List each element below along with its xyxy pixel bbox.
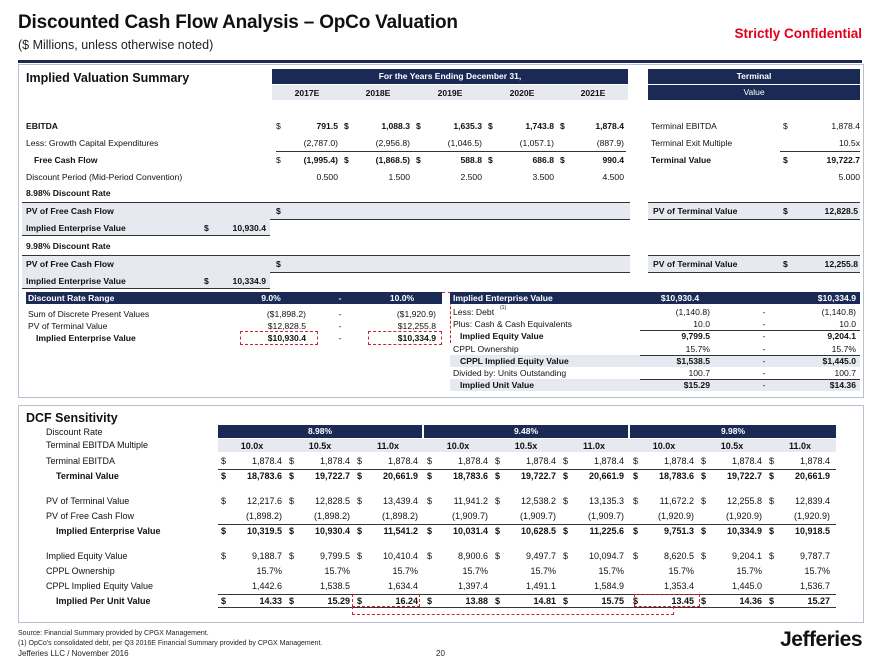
sens-row-0-dollar-4: $ (495, 456, 501, 466)
sens-row-5-cell-8: 9,787.7 (799, 551, 830, 561)
equity-row-1-low: 10.0 (693, 319, 710, 330)
sens-row-8-dollar-8: $ (769, 596, 775, 606)
period-value-2: 2.500 (460, 172, 482, 182)
sens-row-4-dollar-0: $ (221, 526, 227, 536)
sens-row-0-cell-2: 1,878.4 (387, 456, 418, 466)
sens-row-8-dollar-3: $ (427, 596, 433, 606)
sens-row-1-dollar-3: $ (427, 471, 433, 481)
sens-row-2-dollar-5: $ (563, 496, 569, 506)
sens-row-6-cell-2: 15.7% (392, 566, 418, 576)
sens-row-4-dollar-5: $ (563, 526, 569, 536)
equity-row-0-sup: (1) (500, 305, 507, 311)
jefferies-logo: Jefferies (780, 628, 862, 651)
sens-row-1-rule (218, 469, 836, 470)
sens-row-5-label: Implied Equity Value (46, 551, 128, 561)
sens-row-3-cell-5: (1,909.7) (587, 511, 624, 521)
sens-row-3-cell-2: (1,898.2) (381, 511, 418, 521)
sens-row-3-cell-8: (1,920.9) (793, 511, 830, 521)
fcf-rule (276, 151, 626, 152)
sens-row-6-cell-6: 15.7% (668, 566, 694, 576)
sens-row-6-cell-7: 15.7% (736, 566, 762, 576)
sens-row-0-cell-3: 1,878.4 (457, 456, 488, 466)
sens-row-0-dollar-8: $ (769, 456, 775, 466)
sens-row-2-cell-1: 12,828.5 (314, 496, 350, 506)
sens-row-6-cell-0: 15.7% (256, 566, 282, 576)
rate1-ev-value: 10,930.4 (232, 223, 266, 233)
sens-row-0-dollar-6: $ (633, 456, 639, 466)
sens-row-0-dollar-0: $ (221, 456, 227, 466)
sens-row-4-dollar-2: $ (357, 526, 363, 536)
sens-row-8-cell-0: 14.33 (259, 596, 282, 606)
sens-row-4-cell-1: 10,930.4 (314, 526, 350, 536)
sens-row-5-cell-4: 9,497.7 (525, 551, 556, 561)
sens-row-5-cell-1: 9,799.5 (319, 551, 350, 561)
rate2-tv-value: 12,255.8 (824, 259, 858, 269)
sens-row-2-dollar-8: $ (769, 496, 775, 506)
sens-row-8-dollar-1: $ (289, 596, 295, 606)
sens-row-3-cell-0: (1,898.2) (245, 511, 282, 521)
sens-row-5-dollar-5: $ (563, 551, 569, 561)
equity-row-1-dash: - (762, 319, 766, 330)
equity-row-5-dash: - (762, 368, 766, 378)
range-highlight-high (368, 331, 442, 345)
equity-row-4-dash: - (762, 355, 766, 366)
sens-row-7-cell-7: 1,445.0 (731, 581, 762, 591)
sens-rate-band-2: 9.98% (630, 425, 836, 438)
range-row-1-low: $12,828.5 (267, 321, 306, 331)
sens-multiple-4: 10.5x (514, 441, 538, 451)
fcf-dollar-3: $ (488, 155, 493, 165)
fcf-label: Free Cash Flow (34, 155, 98, 165)
sens-row-1-cell-1: 19,722.7 (314, 471, 350, 481)
sens-row-4-dollar-3: $ (427, 526, 433, 536)
ebitda-value-0: 791.5 (316, 121, 338, 131)
range-row-2-low: $10,930.4 (267, 333, 306, 343)
terminal-value-label: Terminal Value (651, 155, 712, 165)
sens-row-8-cell-3: 13.88 (465, 596, 488, 606)
equity-row-3-high: 15.7% (831, 343, 856, 354)
equity-row-5-high: 100.7 (834, 368, 856, 378)
sens-row-7-cell-6: 1,353.4 (663, 581, 694, 591)
sens-row-2-cell-2: 13,439.4 (382, 496, 418, 506)
sens-row-7-cell-2: 1,634.4 (387, 581, 418, 591)
sens-multiple-1: 10.5x (308, 441, 332, 451)
equity-row-2-label: Implied Equity Value (460, 331, 544, 342)
equity-row-4-high: $1,445.0 (822, 355, 856, 366)
ebitda-dollar-4: $ (560, 121, 565, 131)
sens-row-1-dollar-1: $ (289, 471, 295, 481)
range-header-dash: - (338, 293, 342, 303)
sens-row-1-cell-8: 20,661.9 (794, 471, 830, 481)
sens-row-3-cell-1: (1,898.2) (313, 511, 350, 521)
sens-row-2-cell-6: 11,672.2 (659, 496, 694, 506)
sens-row-8-label: Implied Per Unit Value (56, 596, 151, 606)
sens-row-6-cell-8: 15.7% (804, 566, 830, 576)
sens-row-1-dollar-6: $ (633, 471, 639, 481)
sens-row-0-cell-8: 1,878.4 (799, 456, 830, 466)
year-col-3: 2020E (509, 88, 535, 98)
sens-row-0-label: Terminal EBITDA (46, 456, 116, 466)
sens-row-5-dollar-3: $ (427, 551, 433, 561)
years-header-band: For the Years Ending December 31, (272, 69, 628, 84)
sens-row-4-dollar-6: $ (633, 526, 639, 536)
period-value-0: 0.500 (316, 172, 338, 182)
sens-row-0-dollar-3: $ (427, 456, 433, 466)
ebitda-dollar-1: $ (344, 121, 349, 131)
sens-row-7-cell-4: 1,491.1 (525, 581, 556, 591)
sens-row-6-cell-4: 15.7% (530, 566, 556, 576)
sens-row-1-cell-0: 18,783.6 (246, 471, 282, 481)
sens-row-7-cell-5: 1,584.9 (593, 581, 624, 591)
sens-row-0-dollar-5: $ (563, 456, 569, 466)
equity-row-2-dash: - (762, 331, 766, 342)
range-highlight-low (240, 331, 318, 345)
sens-row-0-cell-5: 1,878.4 (593, 456, 624, 466)
sens-row-5-dollar-8: $ (769, 551, 775, 561)
sens-multiple-6: 10.0x (652, 441, 676, 451)
capex-value-0: (2,787.0) (303, 138, 338, 148)
sens-row-5-cell-0: 9,188.7 (251, 551, 282, 561)
sens-row-4-cell-4: 10,628.5 (520, 526, 556, 536)
rate2-ev-label: Implied Enterprise Value (26, 276, 126, 286)
sens-row-0-cell-1: 1,878.4 (319, 456, 350, 466)
terminal-header-band: Terminal (648, 69, 860, 84)
sens-row-3-label: PV of Free Cash Flow (46, 511, 135, 521)
sens-row-4-label: Implied Enterprise Value (56, 526, 161, 536)
rate1-tv-value: 12,828.5 (824, 206, 858, 216)
sens-row-8-cell-6: 13.45 (671, 596, 694, 606)
sens-row-4-dollar-8: $ (769, 526, 775, 536)
ebitda-value-1: 1,088.3 (381, 121, 410, 131)
sens-row-0-cell-0: 1,878.4 (251, 456, 282, 466)
footer-firm: Jefferies LLC / November 2016 (18, 649, 129, 658)
sens-highlight-2 (634, 594, 700, 607)
range-row-0-high: ($1,920.9) (396, 309, 436, 319)
sens-row-4-cell-8: 10,918.5 (794, 526, 830, 536)
terminal-ebitda-dollar: $ (783, 121, 788, 131)
sens-row-2-cell-3: 11,941.2 (453, 496, 488, 506)
equity-row-2-high: 9,204.1 (827, 331, 856, 342)
sens-row-3-cell-3: (1,909.7) (451, 511, 488, 521)
sens-row-7-label: CPPL Implied Equity Value (46, 581, 154, 591)
sens-row-4-cell-3: 10,031.4 (452, 526, 488, 536)
page-number: 20 (436, 649, 445, 658)
sens-row-2-label: PV of Terminal Value (46, 496, 130, 506)
equity-row-4-low: $1,538.5 (676, 355, 710, 366)
rate2-ev-dollar: $ (204, 276, 209, 286)
sens-row-2-dollar-1: $ (289, 496, 295, 506)
terminal-rule (780, 151, 860, 152)
terminal-period-value: 5.000 (838, 172, 860, 182)
sens-row-6-cell-1: 15.7% (324, 566, 350, 576)
terminal-value-value: 19,722.7 (826, 155, 860, 165)
terminal-multiple-label: Terminal Exit Multiple (651, 138, 733, 148)
ebitda-value-2: 1,635.3 (453, 121, 482, 131)
capex-value-1: (2,956.8) (375, 138, 410, 148)
rate1-ev-label: Implied Enterprise Value (26, 223, 126, 233)
sens-multiple-0: 10.0x (240, 441, 264, 451)
confidential-label: Strictly Confidential (734, 26, 862, 41)
sens-multiple-3: 10.0x (446, 441, 470, 451)
ebitda-dollar: $ (276, 121, 281, 131)
sens-row-4-dollar-7: $ (701, 526, 707, 536)
period-value-1: 1.500 (388, 172, 410, 182)
sens-row-5-dollar-0: $ (221, 551, 227, 561)
sens-row-5-dollar-6: $ (633, 551, 639, 561)
sens-row-6-cell-5: 15.7% (598, 566, 624, 576)
fcf-dollar: $ (276, 155, 281, 165)
equity-header-low: $10,930.4 (660, 293, 700, 303)
sens-row-3-cell-7: (1,920.9) (725, 511, 762, 521)
sens-row-5-cell-7: 9,204.1 (731, 551, 762, 561)
rate1-tv-label: PV of Terminal Value (653, 206, 738, 216)
range-row-2-label: Implied Enterprise Value (36, 333, 136, 343)
sens-row-8-rule (218, 594, 836, 595)
sens-row-5-dollar-2: $ (357, 551, 363, 561)
sens-row-8-cell-7: 14.36 (739, 596, 762, 606)
sens-row-3-cell-6: (1,920.9) (657, 511, 694, 521)
sens-row-4-rule (218, 524, 836, 525)
sens-rate-band-1: 9.48% (424, 425, 628, 438)
equity-row-6-dash: - (762, 380, 766, 391)
valuation-summary-title: Implied Valuation Summary (26, 71, 190, 85)
sens-row-0-cell-7: 1,878.4 (731, 456, 762, 466)
equity-header-label: Implied Enterprise Value (453, 293, 553, 303)
fcf-value-4: 990.4 (602, 155, 624, 165)
footer-source: Source: Financial Summary provided by CPGX Management. (18, 630, 209, 637)
period-label: Discount Period (Mid-Period Convention) (26, 172, 183, 182)
range-row-0-low: ($1,898.2) (266, 309, 306, 319)
fcf-value-2: 588.8 (460, 155, 482, 165)
fcf-value-3: 686.8 (532, 155, 554, 165)
sens-row-6-cell-3: 15.7% (462, 566, 488, 576)
sens-row-8-cell-1: 15.29 (327, 596, 350, 606)
sens-row-2-dollar-0: $ (221, 496, 227, 506)
year-col-4: 2021E (580, 88, 606, 98)
sens-row-1-cell-2: 20,661.9 (382, 471, 418, 481)
equity-row-6-low: $15.29 (683, 380, 710, 391)
sens-row-0-cell-6: 1,878.4 (663, 456, 694, 466)
rate1-label: 8.98% Discount Rate (26, 188, 111, 198)
rate1-ev-dollar: $ (204, 223, 209, 233)
sens-row-1-dollar-7: $ (701, 471, 707, 481)
sens-label-multiple: Terminal EBITDA Multiple (46, 440, 149, 450)
sens-row-0-cell-4: 1,878.4 (525, 456, 556, 466)
sens-row-4-dollar-1: $ (289, 526, 295, 536)
range-row-1-dash: - (338, 321, 342, 331)
page-title: Discounted Cash Flow Analysis – OpCo Valuation (18, 12, 458, 33)
sens-row-2-cell-5: 13,135.3 (588, 496, 624, 506)
equity-header-high: $10,334.9 (817, 293, 856, 303)
ebitda-label: EBITDA (26, 121, 58, 131)
fcf-dollar-4: $ (560, 155, 565, 165)
sens-row-2-cell-0: 12,217.6 (246, 496, 282, 506)
sens-row-2-cell-8: 12,839.4 (794, 496, 830, 506)
sens-multiple-7: 10.5x (720, 441, 744, 451)
equity-row-1-label: Plus: Cash & Cash Equivalents (453, 319, 572, 330)
sens-row-3-cell-4: (1,909.7) (519, 511, 556, 521)
rate2-pv-label: PV of Free Cash Flow (26, 259, 114, 269)
ebitda-value-4: 1,878.4 (595, 121, 624, 131)
sens-label-rate: Discount Rate (46, 427, 103, 437)
sens-row-8-cell-2: 16.24 (395, 596, 418, 606)
rate1-pv-label: PV of Free Cash Flow (26, 206, 114, 216)
ebitda-value-3: 1,743.8 (525, 121, 554, 131)
equity-row-6-high: $14.36 (829, 380, 856, 391)
range-row-0-dash: - (338, 309, 342, 319)
capex-value-4: (887.9) (596, 138, 624, 148)
sens-row-0-dollar-1: $ (289, 456, 295, 466)
sens-row-1-cell-3: 18,783.6 (452, 471, 488, 481)
rate2-pv-dollar: $ (276, 259, 281, 269)
fcf-value-1: (1,868.5) (375, 155, 410, 165)
equity-row-3-dash: - (762, 343, 766, 354)
equity-row-5-label: Divided by: Units Outstanding (453, 368, 567, 378)
sens-row-1-cell-6: 18,783.6 (658, 471, 694, 481)
sens-row-1-label: Terminal Value (56, 471, 119, 481)
period-value-3: 3.500 (532, 172, 554, 182)
equity-row-3-label: CPPL Ownership (453, 343, 519, 354)
sens-highlight-connector (352, 606, 674, 615)
sens-row-5-dollar-4: $ (495, 551, 501, 561)
period-value-4: 4.500 (602, 172, 624, 182)
sens-row-5-cell-2: 10,410.4 (382, 551, 418, 561)
sens-multiple-5: 11.0x (582, 441, 606, 451)
sens-row-2-dollar-6: $ (633, 496, 639, 506)
sens-row-0-dollar-2: $ (357, 456, 363, 466)
equity-row-2-low: 9,799.5 (681, 331, 710, 342)
sens-row-8-dollar-7: $ (701, 596, 707, 606)
sens-row-8-dollar-6: $ (633, 596, 639, 606)
sens-row-5-dollar-7: $ (701, 551, 707, 561)
sens-row-2-dollar-7: $ (701, 496, 707, 506)
range-row-2-dash: - (338, 333, 342, 343)
rate2-tv-label: PV of Terminal Value (653, 259, 738, 269)
sens-row-5-cell-3: 8,900.6 (457, 551, 488, 561)
ebitda-dollar-2: $ (416, 121, 421, 131)
rate1-tv-dollar: $ (783, 206, 788, 216)
sens-row-8-cell-8: 15.27 (807, 596, 830, 606)
sens-row-8-dollar-4: $ (495, 596, 501, 606)
equity-row-6-label: Implied Unit Value (460, 380, 535, 391)
sens-row-7-cell-0: 1,442.6 (251, 581, 282, 591)
fcf-dollar-1: $ (344, 155, 349, 165)
sens-row-1-cell-5: 20,661.9 (588, 471, 624, 481)
rate2-ev-value: 10,334.9 (232, 276, 266, 286)
capex-value-2: (1,046.5) (447, 138, 482, 148)
page-subtitle: ($ Millions, unless otherwise noted) (18, 38, 214, 52)
sens-row-0-dollar-7: $ (701, 456, 707, 466)
year-col-1: 2018E (365, 88, 391, 98)
equity-row-4-label: CPPL Implied Equity Value (460, 355, 569, 366)
footer-note: (1) OpCo's consolidated debt, per Q3 2016E Financial Summary provided by CPGX Management. (18, 640, 323, 647)
equity-row-5-low: 100.7 (688, 368, 710, 378)
equity-row-0-low: (1,140.8) (675, 307, 710, 317)
capex-label: Less: Growth Capital Expenditures (26, 138, 159, 148)
sens-row-6-label: CPPL Ownership (46, 566, 115, 576)
equity-row-3-low: 15.7% (685, 343, 710, 354)
terminal-ebitda-value: 1,878.4 (831, 121, 860, 131)
sens-row-7-cell-3: 1,397.4 (457, 581, 488, 591)
terminal-multiple-value: 10.5x (838, 138, 860, 148)
sens-multiple-2: 11.0x (376, 441, 400, 451)
sens-row-4-cell-6: 9,751.3 (663, 526, 694, 536)
fcf-dollar-2: $ (416, 155, 421, 165)
terminal-header-sub: Value (648, 85, 860, 100)
sens-row-1-cell-4: 19,722.7 (520, 471, 556, 481)
sens-row-5-dollar-1: $ (289, 551, 295, 561)
sens-row-8-cell-5: 15.75 (601, 596, 624, 606)
ebitda-dollar-3: $ (488, 121, 493, 131)
sens-row-4-dollar-4: $ (495, 526, 501, 536)
sens-row-1-dollar-5: $ (563, 471, 569, 481)
equity-row-0-label: Less: Debt (453, 307, 495, 317)
title-rule (18, 60, 862, 63)
equity-row-0-high: (1,140.8) (821, 307, 856, 317)
year-col-0: 2017E (294, 88, 320, 98)
sens-row-8-dollar-2: $ (357, 596, 363, 606)
rate2-tv-dollar: $ (783, 259, 788, 269)
range-row-0-label: Sum of Discrete Present Values (28, 309, 150, 319)
fcf-value-0: (1,995.4) (303, 155, 338, 165)
equity-row-0-dash: - (762, 307, 766, 317)
sens-row-4-cell-0: 10,319.5 (246, 526, 282, 536)
range-header-high: 10.0% (389, 293, 415, 303)
sens-rate-band-0: 8.98% (218, 425, 422, 438)
sens-row-4-cell-7: 10,334.9 (726, 526, 762, 536)
sens-row-1-dollar-0: $ (221, 471, 227, 481)
rate1-pv-dollar: $ (276, 206, 281, 216)
sens-multiple-8: 11.0x (788, 441, 812, 451)
equity-row-1-high: 10.0 (839, 319, 856, 330)
sens-row-2-cell-7: 12,255.8 (726, 496, 762, 506)
sens-row-8-cell-4: 14.81 (533, 596, 556, 606)
range-row-1-high: $12,255.8 (397, 321, 436, 331)
sens-row-1-dollar-8: $ (769, 471, 775, 481)
sens-row-2-dollar-4: $ (495, 496, 501, 506)
sensitivity-title: DCF Sensitivity (26, 411, 118, 425)
sens-row-2-dollar-3: $ (427, 496, 433, 506)
range-header-label: Discount Rate Range (28, 293, 115, 303)
capex-value-3: (1,057.1) (519, 138, 554, 148)
sens-row-2-dollar-2: $ (357, 496, 363, 506)
rate2-label: 9.98% Discount Rate (26, 241, 111, 251)
sens-row-1-cell-7: 19,722.7 (726, 471, 762, 481)
sens-row-8-dollar-5: $ (563, 596, 569, 606)
sens-row-5-cell-5: 10,094.7 (588, 551, 624, 561)
sens-row-5-cell-6: 8,620.5 (663, 551, 694, 561)
sens-row-8-dollar-0: $ (221, 596, 227, 606)
range-row-2-high: $10,334.9 (397, 333, 436, 343)
terminal-value-dollar: $ (783, 155, 788, 165)
sens-row-4-cell-2: 11,541.2 (383, 526, 418, 536)
year-col-2: 2019E (437, 88, 463, 98)
range-row-1-label: PV of Terminal Value (28, 321, 108, 331)
sens-row-7-cell-8: 1,536.7 (799, 581, 830, 591)
sens-row-4-cell-5: 11,225.6 (589, 526, 624, 536)
sens-row-2-cell-4: 12,538.2 (520, 496, 556, 506)
range-header-low: 9.0% (261, 293, 281, 303)
sens-row-1-dollar-2: $ (357, 471, 363, 481)
sens-row-1-dollar-4: $ (495, 471, 501, 481)
sens-row-7-cell-1: 1,538.5 (319, 581, 350, 591)
terminal-ebitda-label: Terminal EBITDA (651, 121, 717, 131)
